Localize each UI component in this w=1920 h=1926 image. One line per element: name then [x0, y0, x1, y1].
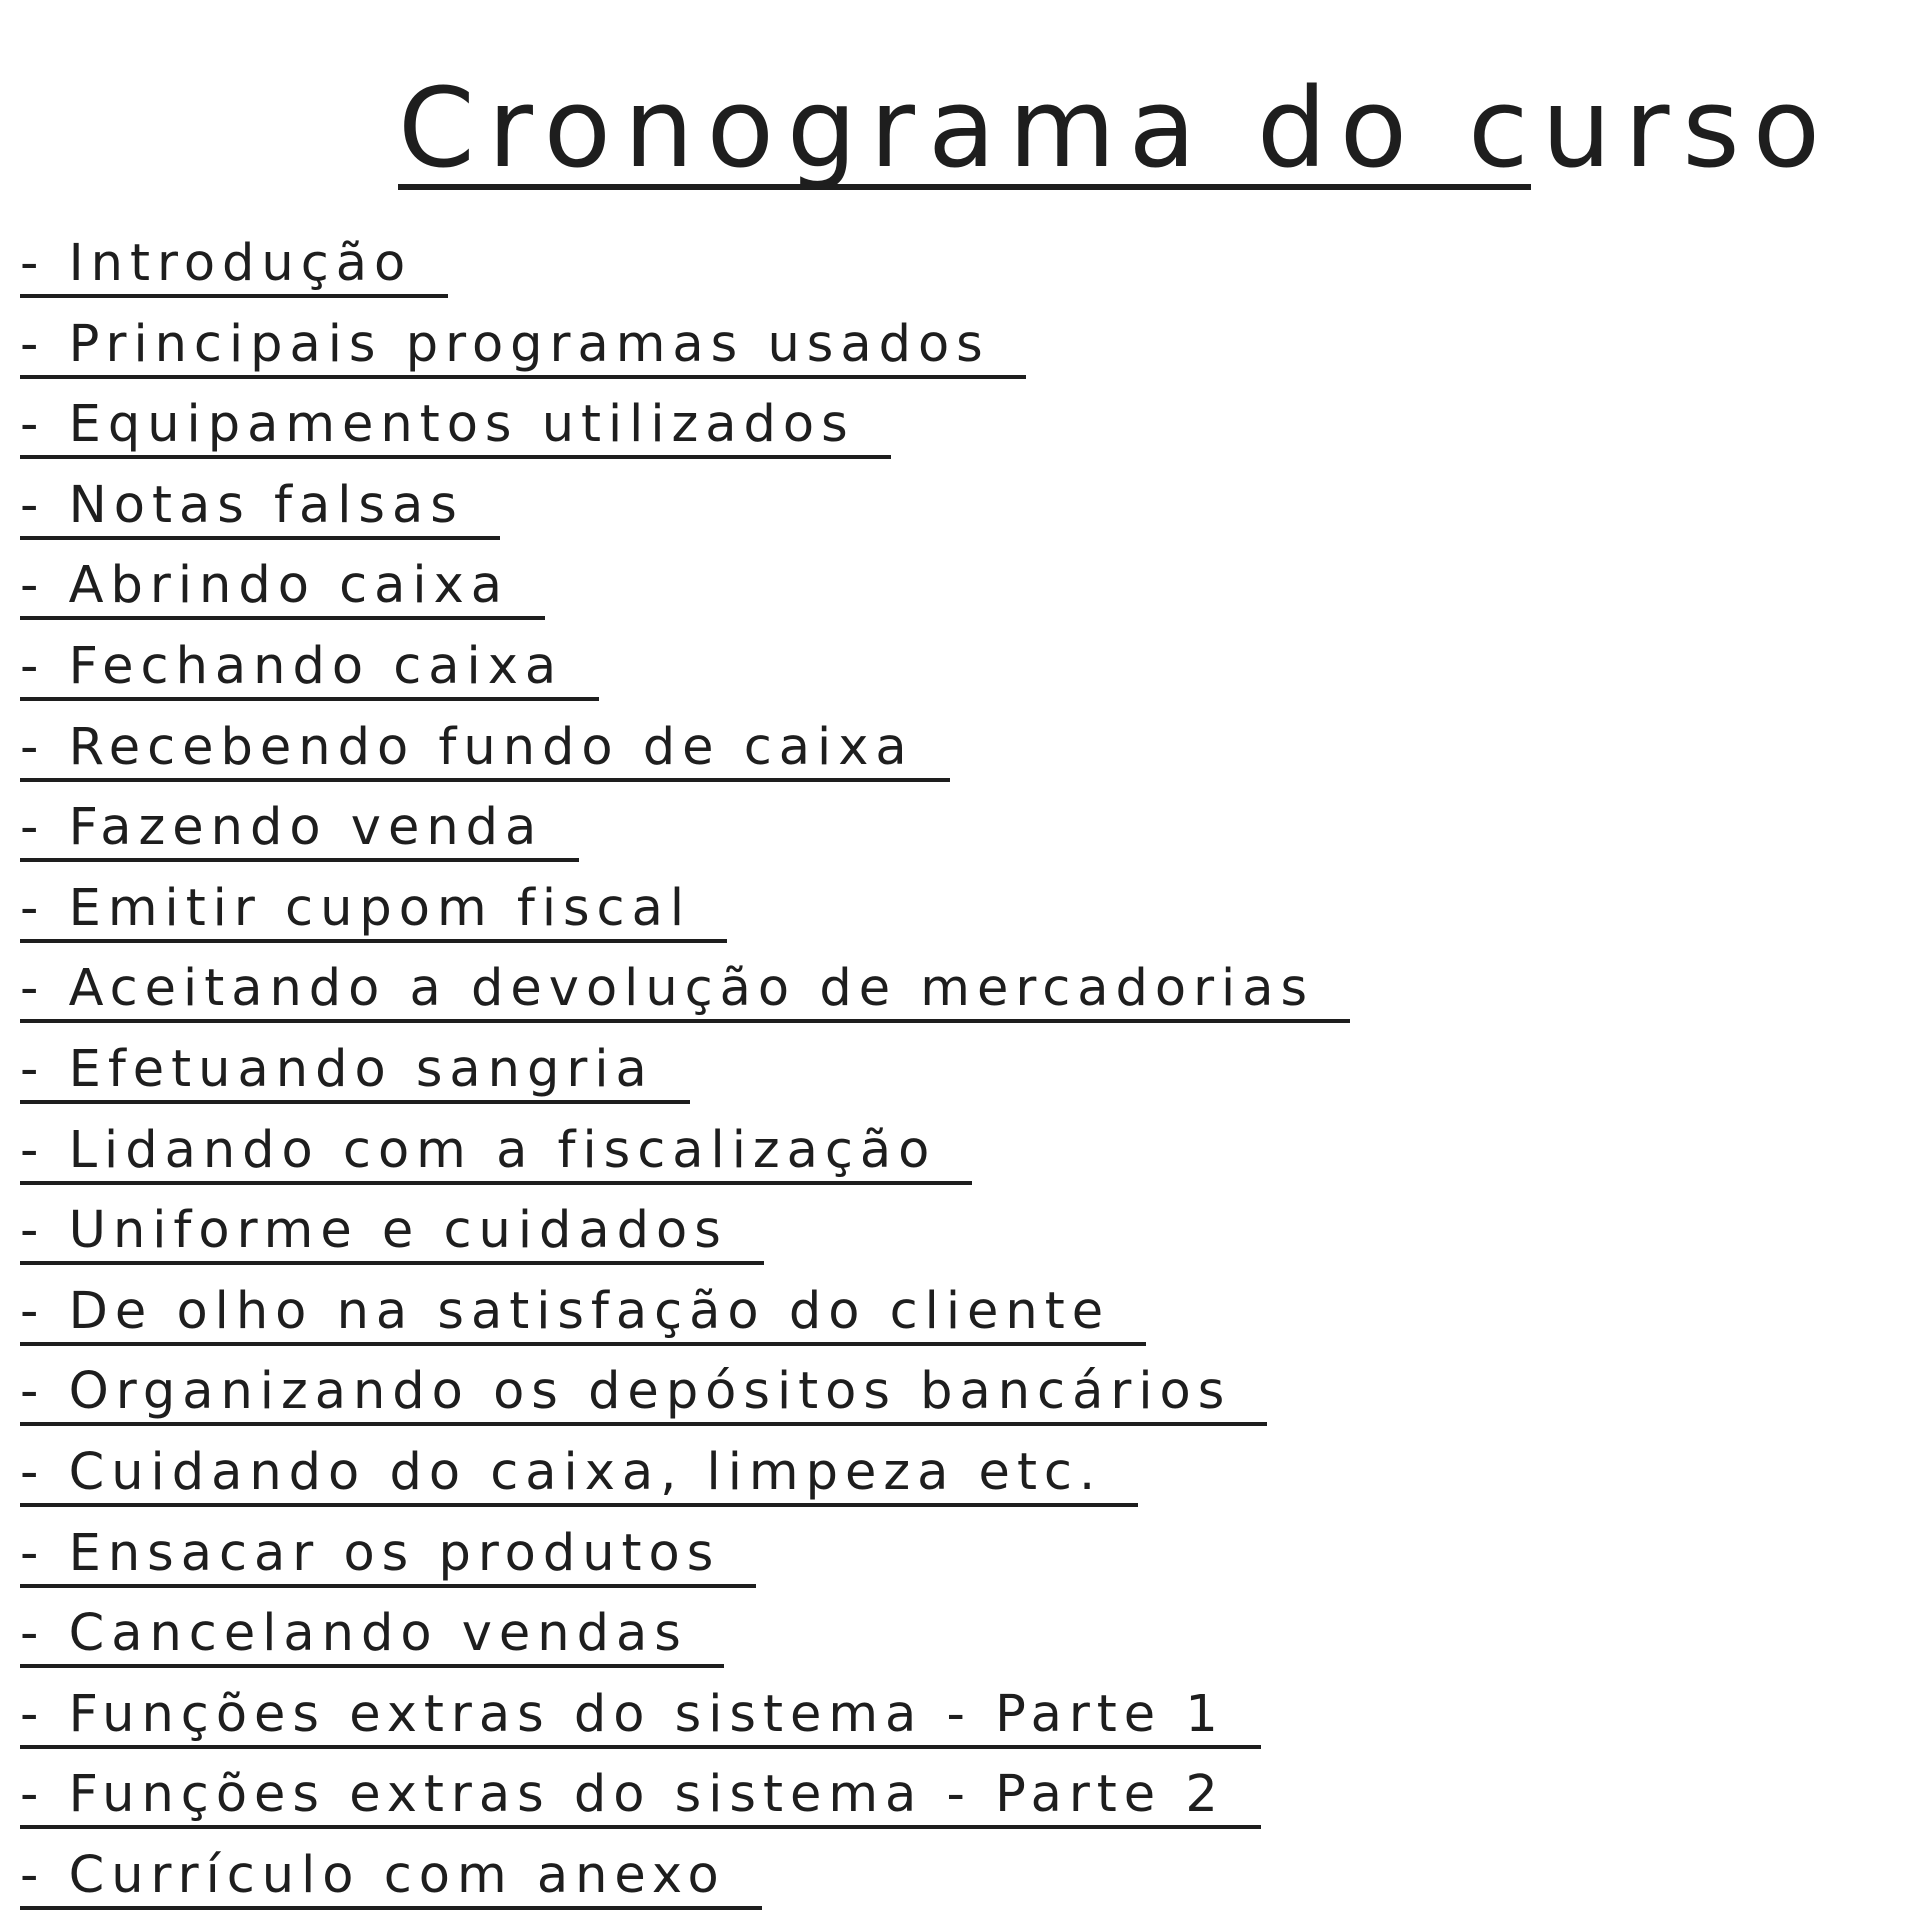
list-item [20, 1121, 1350, 1202]
list-item [20, 879, 1350, 960]
topic-text: - Principais programas usados [20, 315, 1026, 379]
topic-text: - Fazendo venda [20, 798, 579, 862]
list-item [20, 1524, 1350, 1605]
list-item [20, 1201, 1350, 1282]
topic-text: - Uniforme e cuidados [20, 1201, 764, 1265]
topic-text: - Equipamentos utilizados [20, 395, 891, 459]
topic-text: - Recebendo fundo de caixa [20, 718, 950, 782]
list-item [20, 718, 1350, 799]
topic-text: - Emitir cupom fiscal [20, 879, 727, 943]
list-item [20, 395, 1350, 476]
list-item [20, 1685, 1350, 1766]
list-item [20, 1443, 1350, 1524]
list-item [20, 637, 1350, 718]
list-item [20, 476, 1350, 557]
list-item [20, 556, 1350, 637]
topic-text: - Efetuando sangria [20, 1040, 690, 1104]
list-item [20, 315, 1350, 396]
topic-text: - Cancelando vendas [20, 1604, 724, 1668]
list-item [20, 1765, 1350, 1846]
topic-text: - De olho na satisfação do cliente [20, 1282, 1146, 1346]
list-item [20, 959, 1350, 1040]
topic-text: - Organizando os depósitos bancários [20, 1362, 1267, 1426]
topic-text: - Fechando caixa [20, 637, 599, 701]
topic-text: - Funções extras do sistema - Parte 1 [20, 1685, 1261, 1749]
topic-text: - Ensacar os produtos [20, 1524, 756, 1588]
list-item [20, 1604, 1350, 1685]
list-item [20, 234, 1350, 315]
topic-text: - Funções extras do sistema - Parte 2 [20, 1765, 1261, 1829]
topic-text: - Notas falsas [20, 476, 500, 540]
topic-text: - Introdução [20, 234, 448, 298]
course-topic-list [20, 234, 1350, 1926]
page-title: Cronograma do curso [398, 64, 1834, 192]
list-item [20, 798, 1350, 879]
topic-text: - Abrindo caixa [20, 556, 545, 620]
topic-text: - Aceitando a devolução de mercadorias [20, 959, 1350, 1023]
list-item [20, 1362, 1350, 1443]
topic-text: - Cuidando do caixa, limpeza etc. [20, 1443, 1138, 1507]
topic-text: - Lidando com a fiscalização [20, 1121, 972, 1185]
list-item [20, 1846, 1350, 1926]
topic-text: - Currículo com anexo [20, 1846, 762, 1910]
list-item [20, 1282, 1350, 1363]
list-item [20, 1040, 1350, 1121]
